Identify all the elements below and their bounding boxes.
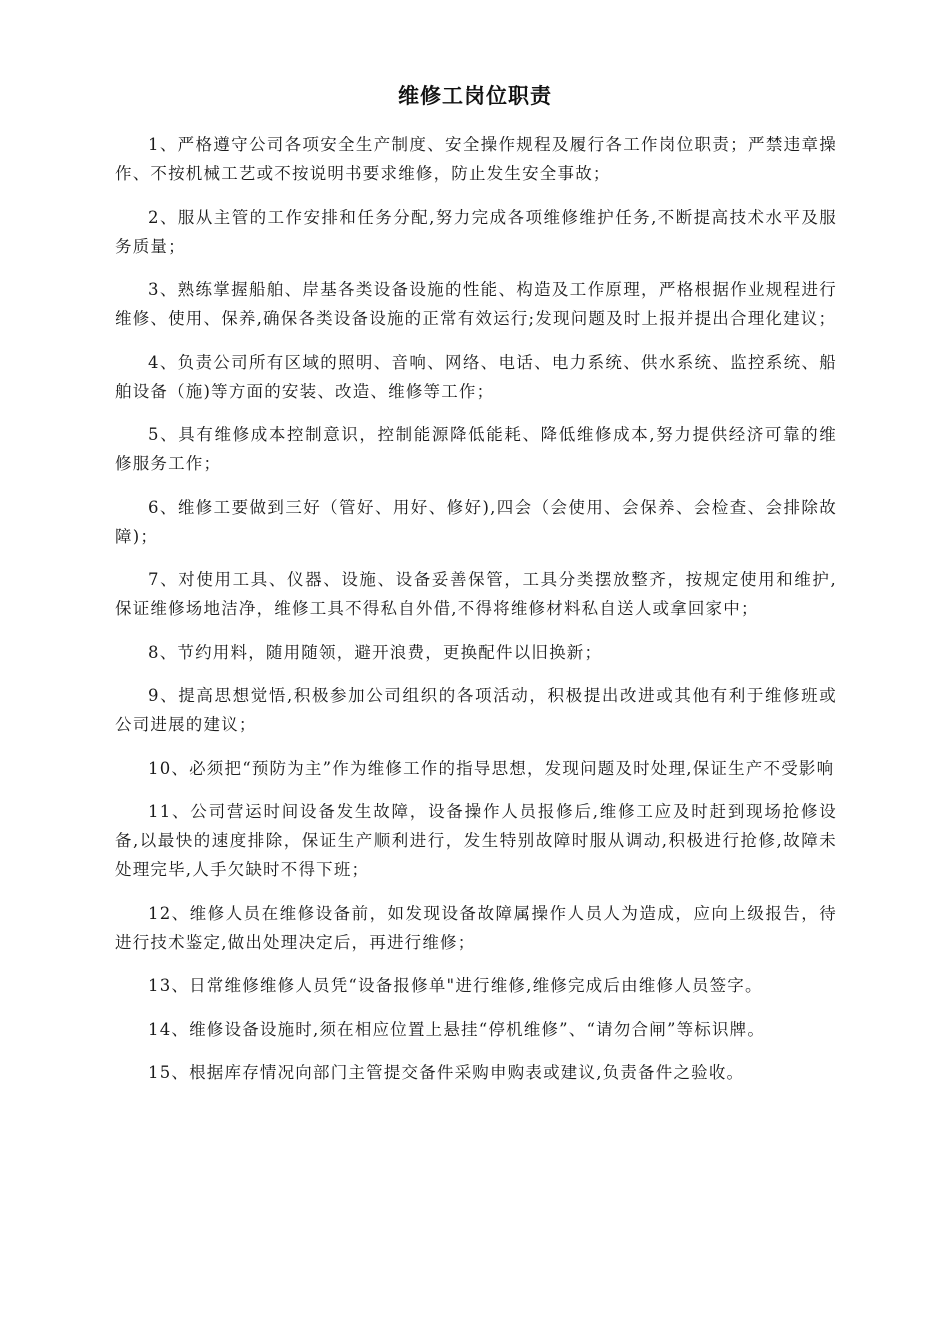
duty-item-9: 9、提高思想觉悟,积极参加公司组织的各项活动，积极提出改进或其他有利于维修班或公司进展的建议；: [115, 686, 837, 734]
duty-item-14: 14、维修设备设施时,须在相应位置上悬挂“停机维修”、“请勿合闸”等标识牌。: [148, 1019, 766, 1039]
duty-item-15: 15、根据库存情况向部门主管提交备件采购申购表或建议,负责备件之验收。: [148, 1063, 745, 1082]
document-body: [115, 130, 837, 1102]
duty-item-6: 6、维修工要做到三好（管好、用好、修好),四会（会使用、会保养、会检查、会排除故障)；: [115, 497, 837, 546]
duty-item-8: 8、节约用料，随用随领，避开浪费，更换配件以旧换新；: [148, 642, 603, 662]
duty-item-3: 3、熟练掌握船舶、岸基各类设备设施的性能、构造及工作原理，严格根据作业规程进行维修、使用、保养,确保各类设备设施的正常有效运行;发现问题及时上报并提出合理化建议；: [115, 280, 837, 328]
duty-item-11: 11、公司营运时间设备发生故障，设备操作人员报修后,维修工应及时赶到现场抢修设备,以最快的速度排除，保证生产顺利进行，发生特别故障时服从调动,积极进行抢修,故障未处理完毕,人手欠缺时不得下班；: [115, 802, 837, 879]
duty-item-7: 7、对使用工具、仪器、设施、设备妥善保管，工具分类摆放整齐，按规定使用和维护,保证维修场地洁净，维修工具不得私自外借,不得将维修材料私自送人或拿回家中；: [115, 570, 837, 618]
duty-item-1: 1、严格遵守公司各项安全生产制度、安全操作规程及履行各工作岗位职责；严禁违章操作、不按机械工艺或不按说明书要求维修，防止发生安全事故；: [115, 135, 837, 183]
duty-item-10: 10、必须把“预防为主”作为维修工作的指导思想，发现问题及时处理,保证生产不受影响: [148, 758, 835, 778]
duty-item-12: 12、维修人员在维修设备前，如发现设备故障属操作人员人为造成，应向上级报告，待进行技术鉴定,做出处理决定后，再进行维修；: [115, 903, 837, 952]
duty-item-2: 2、服从主管的工作安排和任务分配,努力完成各项维修维护任务,不断提高技术水平及服务质量；: [115, 207, 837, 256]
duty-item-5: 5、具有维修成本控制意识，控制能源降低能耗、降低维修成本,努力提供经济可靠的维修服务工作；: [115, 425, 837, 473]
document-title: 维修工岗位职责: [398, 84, 552, 108]
duty-item-4: 4、负责公司所有区域的照明、音响、网络、电话、电力系统、供水系统、监控系统、船舶设备（施)等方面的安装、改造、维修等工作；: [115, 352, 837, 401]
duty-item-13: 13、日常维修维修人员凭“设备报修单"进行维修,维修完成后由维修人员签字。: [148, 976, 763, 995]
